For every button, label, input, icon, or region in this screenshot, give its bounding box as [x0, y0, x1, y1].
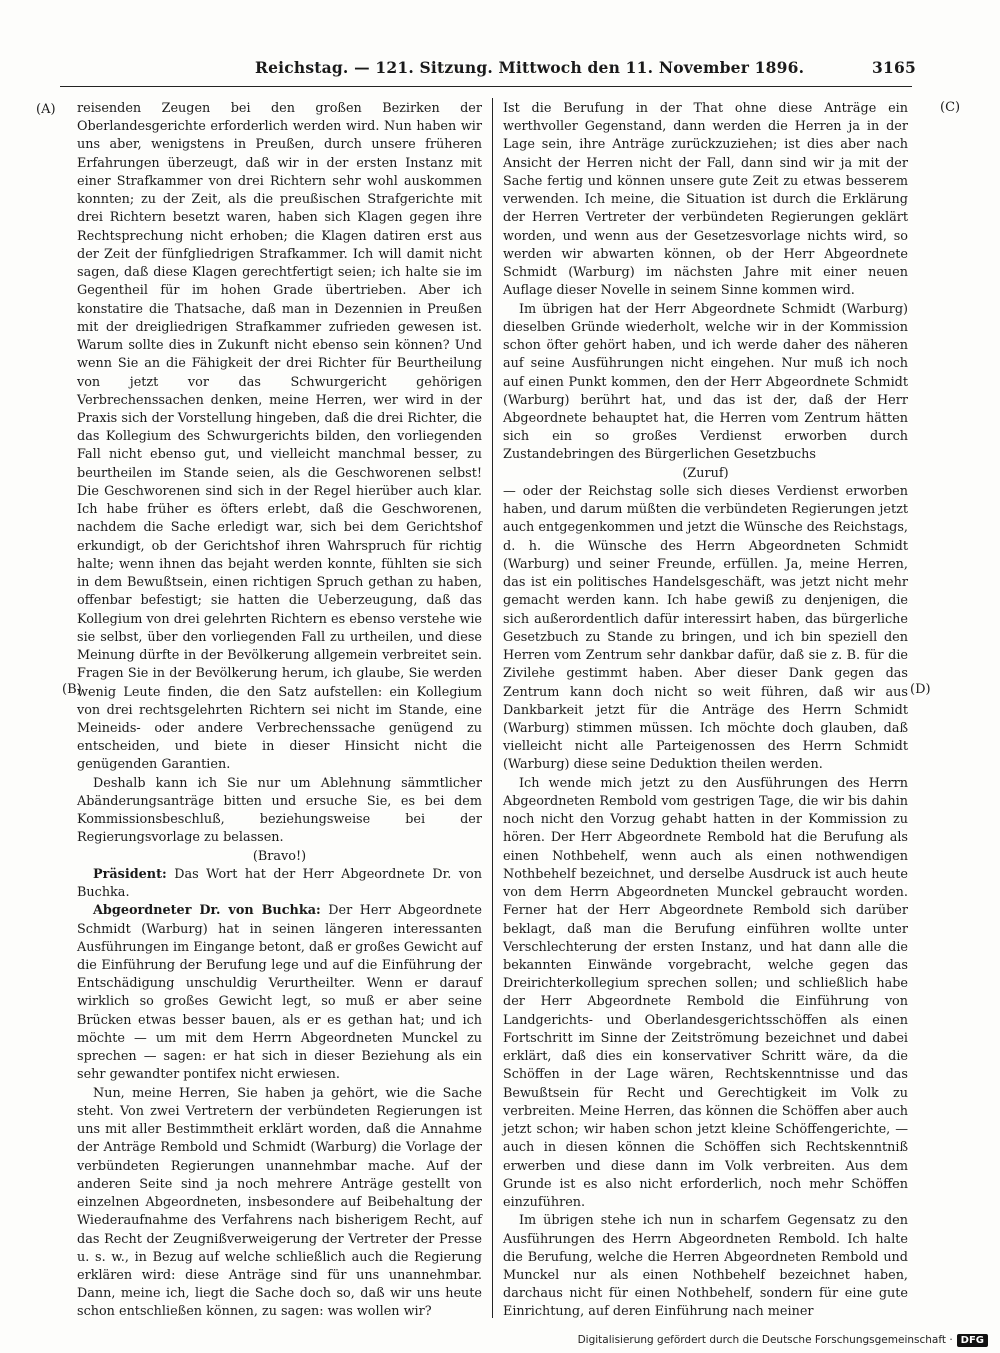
margin-marker-d: (D)	[910, 682, 931, 697]
margin-marker-a: (A)	[36, 102, 56, 117]
paragraph: Nun, meine Herren, Sie haben ja gehört, wie die Sache steht. Von zwei Vertretern der verbündeten Regierungen ist uns mit aller Bestimmtheit erklärt worden, daß die Annahme der Anträge Rembold und Schmidt (Warburg) die Vorlage der verbündeten Regierungen unannehmbar mache. Auf der anderen Seite sind ja noch mehrere Anträge gestellt von einzelnen Abgeordneten, insbesondere auf Beibehaltung der Wiederaufnahme des Verfahrens nach bisherigem Recht, auf das Recht der Zeugnißverweigerung der Vertreter der Presse u. s. w., in Bezug auf welche schließlich auch die Regierung erklären wird: diese Anträge sind für uns unannehmbar. Dann, meine ich, liegt die Sache doch so, daß wir uns heute schon entschließen können, zu sagen: was wollen wir?	[77, 1085, 482, 1320]
footer	[578, 1331, 988, 1349]
interjection: (Bravo!)	[252, 848, 307, 864]
paragraph: Im übrigen stehe ich nun in scharfem Gegensatz zu den Ausführungen des Herrn Abgeordneten Rembold. Ich halte die Berufung, welche die Herren Abgeordneten Rembold und Munckel nur als einen Nothbehelf bezeichnet haben, darchaus nicht für einen Nothbehelf, sondern für eine gute Einrichtung, auf deren Einführung nach meiner	[503, 1213, 908, 1320]
paragraph: Ist die Berufung in der That ohne diese Anträge ein werthvoller Gegenstand, dann werden die Herren ja in der Lage sein, ihre Anträge zurückzuziehen; ist dies aber nach Ansicht der Herren nicht der Fall, dann sind wir ja mit der Sache fertig und können unsere gute Zeit zu etwas besserem verwenden. Ich meine, die Situation ist durch die Erklärung der Herren Vertreter der verbündeten Regierungen geklärt worden, und wenn aus der Gesetzesvorlage nichts wird, so werden wir abwarten können, ob der Herr Abgeordnete Schmidt (Warburg) im nächsten Jahre mit einer neuen Auflage dieser Novelle in seinem Sinne kommen wird.	[503, 101, 908, 299]
margin-marker-c: (C)	[940, 100, 961, 115]
right-column	[503, 100, 908, 1322]
header-rule	[60, 86, 912, 87]
speaker-label: Präsident:	[93, 866, 167, 882]
speech-text: Der Herr Abgeordnete Schmidt (Warburg) hat in seinen längeren interessanten Ausführungen im Eingange betont, daß er großes Gewicht auf die Einführung der Berufung lege und auf die Einführung der Entschädigung unschuldig Verurtheilter. Wenn er darauf wirklich so großes Gewicht legt, so muß er aber seine Brücken etwas besser bauen, als er es gethan hat; und ich möchte — um mit dem Herrn Abgeordneten Munckel zu sprechen — sagen: er hat sich in dieser Beziehung als ein sehr gewandter pontifex nicht erwiesen.	[77, 903, 483, 1083]
running-header	[60, 58, 916, 82]
paragraph: Ich wende mich jetzt zu den Ausführungen des Herrn Abgeordneten Rembold vom gestrigen Tage, die wir bis dahin noch nicht den Vorzug gehabt hatten in der Kommission zu hören. Der Herr Abgeordnete Rembold hat die Berufung als einen Nothbehelf, wenn auch als einen nothwendigen Nothbehelf bezeichnet, und derselbe Ausdruck ist auch heute von dem Herrn Abgeordneten Munckel gebraucht worden. Ferner hat der Herr Abgeordnete Rembold sich darüber beklagt, daß man die Berufung einführen wollte unter Verschlechterung der ersten Instanz, und hat dann alle die bekannten Einwände vorgebracht, welche gegen das Dreirichterkollegium sprechen sollen; und schließlich habe der Herr Abgeordnete Rembold die Einführung von Landgerichts- und Oberlandesgerichtsschöffen als einen Fortschritt im Sinne der Zeitströmung bezeichnet und dabei erklärt, daß dies ein konservativer Schritt wäre, da die Schöffen in der Lage wären, Rechtskenntnisse und das Bewußtsein für Recht und Gerechtigkeit im Volk zu verbreiten. Meine Herren, das können die Schöffen aber auch jetzt schon; wir haben schon jetzt kleine Schöffengerichte, — auch in diesen können die Schöffen sich Rechtskenntniß erwerben und diese dann im Volk verbreiten. Aus dem Grunde ist es also nicht erforderlich, noch mehr Schöffen einzuführen.	[503, 775, 908, 1211]
header-title: Reichstag. — 121. Sitzung. Mittwoch den 11. November 1896.	[255, 58, 805, 77]
paragraph: — oder der Reichstag solle sich dieses Verdienst erworben haben, und darum müßten die verbündeten Regierungen jetzt auch entgegenkommen und jetzt die Wünsche des Reichstags, d. h. die Wünsche des Herrn Abgeordneten Schmidt (Warburg) und seiner Freunde, erfüllen. Ja, meine Herren, das ist ein politisches Handelsgeschäft, was jetzt nicht mehr gemacht werden kann. Ich habe gewiß zu denjenigen, die sich außerordentlich dafür interessirt haben, das bürgerliche Gesetzbuch zu Stande zu bringen, und ich bin speziell den Herren vom Zentrum sehr dankbar dafür, daß sie z. B. für die Zivilehe gestimmt haben. Aber dieser Dank gegen das Zentrum kann doch nicht so weit führen, daß wir aus Dankbarkeit jetzt für die Anträge des Herrn Schmidt (Warburg) stimmen müssen. Ich möchte doch glauben, daß vielleicht nicht alle Parteigenossen des Herrn Schmidt (Warburg) diese seine Deduktion theilen werden.	[503, 483, 909, 773]
paragraph: Deshalb kann ich Sie nur um Ablehnung sämmtlicher Abänderungsanträge bitten und ersuche Sie, es bei dem Kommissionsbeschluß, beziehungsweise bei der Regierungsvorlage zu belassen.	[77, 775, 482, 846]
speaker-paragraph	[77, 902, 482, 1084]
margin-marker-b: (B)	[62, 682, 82, 697]
speaker-paragraph	[77, 866, 482, 902]
speech-text: Das Wort hat der Herr Abgeordnete Dr. von Buchka.	[77, 866, 482, 901]
dfg-logo-icon: DFG	[957, 1334, 988, 1347]
left-column	[77, 100, 482, 1322]
page-number: 3165	[872, 58, 916, 77]
paragraph: Im übrigen hat der Herr Abgeordnete Schmidt (Warburg) dieselben Gründe wiederholt, welche wir in der Kommission schon öfter gehört haben, und ich werde daher des näheren auf seine Ausführungen nicht eingehen. Nur muß ich noch auf einen Punkt kommen, den der Herr Abgeordnete Schmidt (Warburg) berührt hat, und das ist der, daß der Herr Abgeordnete behauptet hat, die Herren vom Zentrum hätten sich ein so großes Verdienst erworben durch Zustandebringen des Bürgerlichen Gesetzbuchs	[503, 301, 908, 463]
paragraph: reisenden Zeugen bei den großen Bezirken der Oberlandesgerichte erforderlich werden wird. Nun haben wir uns aber, wenigstens in Preußen, durch unsere früheren Erfahrungen überzeugt, daß wir in der ersten Instanz mit einer Strafkammer von drei Richtern sehr wohl auskommen konnten; zu der Zeit, als die preußischen Strafgerichte mit drei Richtern besetzt waren, haben sich Klagen gegen ihre Rechtsprechung nicht erhoben; die Klagen datiren erst aus der Zeit der fünfgliedrigen Strafkammer. Ich will damit nicht sagen, daß diese Klagen gerechtfertigt seien; ich halte sie im Gegentheil für im hohen Grade übertrieben. Aber ich konstatire die Thatsache, daß man in Dezennien in Preußen mit der dreigliedrigen Strafkammer zufrieden gewesen ist. Warum sollte dies in Zukunft nicht ebenso sein können? Und wenn Sie an die Fähigkeit der drei Richter für Beurtheilung von jetzt vor das Schwurgericht gehörigen Verbrechenssachen denken, meine Herren, wer wird in der Praxis sich der Vorstellung hingeben, daß die drei Richter, die das Kollegium des Schwurgerichts bilden, den vorliegenden Fall nicht ebenso gut, und vielleicht manchmal besser, zu beurtheilen im Stande seien, als die Geschworenen selbst! Die Geschworenen sind sich in der Regel hierüber auch klar. Ich habe früher es öfters erlebt, daß die Geschworenen, nachdem die Sache erledigt war, sich bei dem Gerichtshof erkundigt, ob der Gerichtshof ihren Wahrspruch für richtig halte; wenn ihnen das bejaht werden konnte, fühlten sie sich in dem Bewußtsein, einen richtigen Spruch gethan zu haben, offenbar befestigt; sie hatten die Ueberzeugung, daß das Kollegium von drei gelehrten Richtern es ebenso verstehe wie sie selbst, über den vorliegenden Fall zu urtheilen, und diese Meinung dürfte in der Bevölkerung allgemein verbreitet sein. Fragen Sie in der Bevölkerung herum, ich glaube, Sie werden wenig Leute finden, die den Satz aufstellen: ein Kollegium von drei rechtsgelehrten Richtern sei nicht im Stande, eine Meineids- oder andere Verbrechenssache genügend zu entscheiden, und biete in dieser Hinsicht nicht die genügenden Garantien.	[77, 101, 482, 773]
footer-credit: Digitalisierung gefördert durch die Deutsche Forschungsgemeinschaft ·	[577, 1334, 953, 1346]
column-divider	[492, 98, 493, 1318]
interjection: (Zuruf)	[682, 465, 729, 481]
speaker-label: Abgeordneter Dr. von Buchka:	[93, 903, 321, 919]
